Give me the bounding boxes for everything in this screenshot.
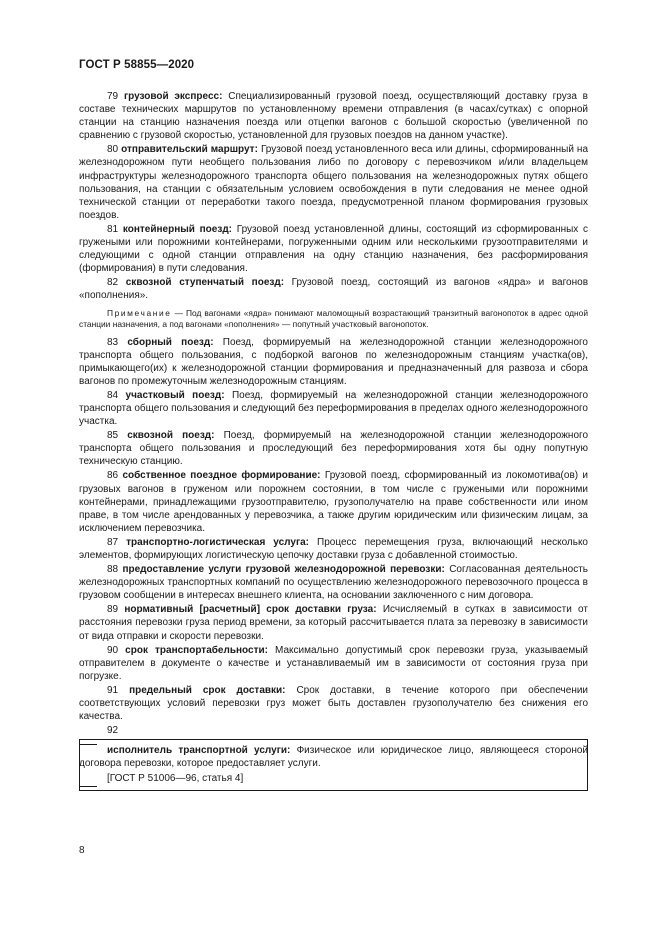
term-definition: Специализированный грузовой поезд, осуществляющий доставку груза в составе технических маршрутов по установленному времени отправления (в часах/сутках) с опорной станции на станцию назначения поезда или отцепки вагонов с большой скоростью (увеличенной по сравнению с грузовой скоростью, установленной для грузовых поездов на данном участке). (79, 91, 588, 142)
term-entry (79, 143, 588, 222)
term-number-92: 92 (107, 725, 119, 737)
term-definition: Согласованная деятельность железнодорожных транспортных компаний по осуществлению железнодорожного перевозочного процесса в грузовом сообщении в интересах внешнего клиента, на основании заключенного с ним договора. (79, 564, 588, 602)
term-entry (79, 469, 588, 534)
term-definition: Грузовой поезд установленной длины, состоящий из сформированных с гружеными или порожними контейнерами, погруженными одним или несколькими грузоотправителями и следующими с одной станции отправления на одну станцию назначения, без расформирования (формирования) в пути следования. (79, 223, 589, 275)
term-definition: Грузовой поезд, сформированный из локомотива(ов) и грузовых вагонов в груженом или порожнем состоянии, в том числе с гружеными или порожними контейнерами, принадлежащими грузоотправителю, грузополучателю на праве собственности или ином праве, в том числе арендованных у перевозчика, а также другим юридическим или физическим лицам, за исключением перевозчика. (79, 470, 589, 534)
term-number: 85 (107, 430, 119, 442)
term-entry (79, 336, 588, 388)
term-entry (79, 90, 588, 142)
document-body (79, 90, 588, 791)
term-number: 80 (107, 144, 119, 156)
term-definition: Поезд, формируемый на железнодорожной станции железнодорожного транспорта общего пользования, с подборкой вагонов по железнодорожным станциям участка(ов), примыкающего(их) к железнодорожной станции формирования и предназначенный для развоза и сбора вагонов по промежуточным железнодорожным станциям. (79, 336, 588, 387)
term-name: предельный срок доставки: (129, 684, 286, 696)
term-number: 89 (107, 604, 119, 616)
term-definition: Процесс перемещения груза, включающий несколько элементов, формирующих логистическую цепочку доставки груза с добавленной стоимостью. (79, 536, 588, 561)
term-name: сквозной ступенчатый поезд: (125, 277, 285, 289)
note-text: — Под вагонами «ядра» понимают маломощный возрастающий транзитный вагонопоток в адрес одной станции назначения, а под вагонами «пополнения» — попутный участковый вагонопоток. (79, 307, 589, 329)
term-number: 84 (107, 389, 119, 401)
term-entry (79, 223, 588, 275)
term-name: исполнитель транспортной услуги: (107, 745, 291, 757)
term-definition: Максимально допустимый срок перевозки груза, указываемый отправителем в документе о качестве и устанавливаемый им в зависимости от состояния груза при погрузке. (79, 644, 588, 682)
term-name: транспортно-логистическая услуга: (126, 536, 310, 548)
term-definition: Грузовой поезд, состоящий из вагонов «ядра» и вагонов «пополнения». (79, 277, 589, 302)
term-number: 87 (107, 536, 119, 548)
term-definition: Поезд, формируемый на железнодорожной станции железнодорожного транспорта общего пользования и следующий без переформирования в пределах одного железнодорожного участка. (79, 389, 589, 428)
term-entry (79, 684, 588, 723)
boxed-definition (79, 739, 588, 790)
term-name: срок транспортабельности: (125, 644, 268, 656)
term-name: отправительский маршрут: (121, 144, 258, 156)
term-entry (79, 276, 588, 302)
term-name: участковый поезд: (125, 389, 225, 401)
term-entry (79, 563, 588, 602)
term-name: предоставление услуги грузовой железнодорожной перевозки: (122, 564, 445, 576)
note-label: Примечание (107, 307, 172, 318)
term-definition: Исчисляемый в сутках в зависимости от расстояния перевозки груза период времени, за который рассчитывается плата за перевозку в зависимости от вида отправки и скорости перевозки. (79, 604, 588, 642)
term-entry (79, 536, 588, 562)
definition-source: [ГОСТ Р 51006—96, статья 4] (107, 772, 244, 784)
term-definition: Физическое или юридическое лицо, являющееся стороной договора перевозки, которое предоставляет услуги. (79, 745, 588, 770)
term-name: контейнерный поезд: (122, 223, 233, 235)
term-name: сквозной поезд: (127, 430, 215, 442)
term-number: 86 (107, 470, 119, 482)
term-name: сборный поезд: (127, 336, 214, 348)
term-number: 83 (107, 336, 119, 348)
term-entry (79, 389, 588, 428)
terms-list-2 (79, 336, 588, 724)
term-entry (79, 644, 588, 683)
page-header: ГОСТ Р 58855—2020 (79, 59, 195, 71)
page-number: 8 (79, 845, 85, 856)
box-left-rule (79, 740, 80, 789)
term-name: грузовой экспресс: (123, 91, 223, 102)
term-number: 88 (107, 564, 119, 576)
term-definition: Грузовой поезд установленного веса или длины, сформированный на железнодорожном пути необщего пользования либо по договору с перевозчиком и/или владельцем инфраструктуры железнодорожного транспорта общего пользования на железнодорожных путях общего пользования, на станции с обязательным условием освобождения в пути следования не менее одной технической станции от переработки такого поезда, предусмотренной планом формирования грузовых поездов. (79, 144, 589, 221)
term-number: 79 (107, 91, 119, 102)
term-definition: Срок доставки, в течение которого при обеспечении соответствующих условий перевозки груз может быть доставлен грузополучателю без снижения его качества. (79, 684, 589, 723)
term-number: 91 (107, 684, 119, 696)
term-number: 90 (107, 644, 119, 656)
term-entry (79, 429, 588, 468)
term-definition: Поезд, формируемый на железнодорожной станции железнодорожного транспорта общего пользования и проследующий без переформирования хотя бы одну попутную техническую станцию. (79, 430, 589, 468)
term-name: нормативный [расчетный] срок доставки груза: (124, 604, 377, 616)
box-right-rule (587, 740, 588, 789)
boxed-definition-text (79, 744, 588, 770)
note (79, 308, 588, 331)
term-entry (79, 603, 588, 642)
term-number: 81 (107, 223, 119, 235)
terms-list-1 (79, 90, 588, 303)
term-name: собственное поездное формирование: (122, 470, 321, 482)
term-number: 82 (107, 277, 119, 289)
